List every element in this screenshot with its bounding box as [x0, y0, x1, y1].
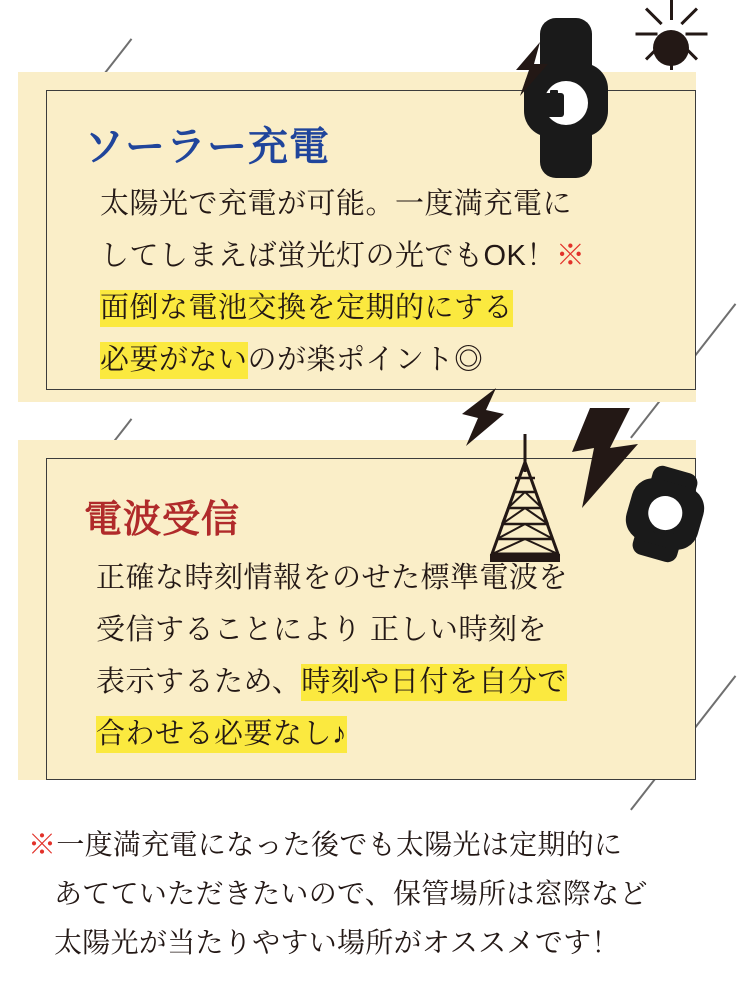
highlighted-text: 面倒な電池交換を定期的にする [100, 290, 513, 327]
lightning-bolt-icon [452, 388, 512, 446]
radio-tower-icon [470, 432, 580, 562]
solar-section-body [100, 178, 585, 386]
footnote-marker: ※ [28, 829, 57, 860]
body-line [96, 708, 568, 760]
highlighted-text: 必要がない [100, 342, 248, 379]
body-line: してしまえば蛍光灯の光でもOK！※ [100, 240, 586, 272]
highlighted-text: 合わせる必要なし♪ [96, 716, 347, 753]
body-line [100, 282, 585, 334]
footnote-line-3: 太陽光が当たりやすい場所がオススメです！ [54, 927, 620, 958]
body-line: 太陽光で充電が可能。一度満充電に [100, 188, 573, 220]
solar-section-heading: ソーラー充電 [84, 125, 330, 169]
body-line: 受信することにより 正しい時刻を [96, 614, 548, 646]
footnote-line-1: ※一度満充電になった後でも太陽光は定期的に [28, 829, 623, 860]
sun-icon [614, 2, 724, 112]
radio-section-body [96, 552, 568, 760]
body-line: 正確な時刻情報をのせた標準電波を [96, 562, 569, 594]
footnote-marker: ※ [555, 240, 586, 272]
radio-section-heading: 電波受信 [84, 499, 241, 541]
body-line: 表示するため、時刻や日付を自分で [96, 656, 568, 708]
lightning-bolt-icon [510, 42, 552, 96]
footnote-block [28, 820, 728, 967]
footnote-line-2: あてていただきたいので、保管場所は窓際など [54, 878, 648, 909]
body-line: 必要がないのが楽ポイント◎ [100, 334, 585, 386]
highlighted-text: 時刻や日付を自分で [301, 664, 567, 701]
